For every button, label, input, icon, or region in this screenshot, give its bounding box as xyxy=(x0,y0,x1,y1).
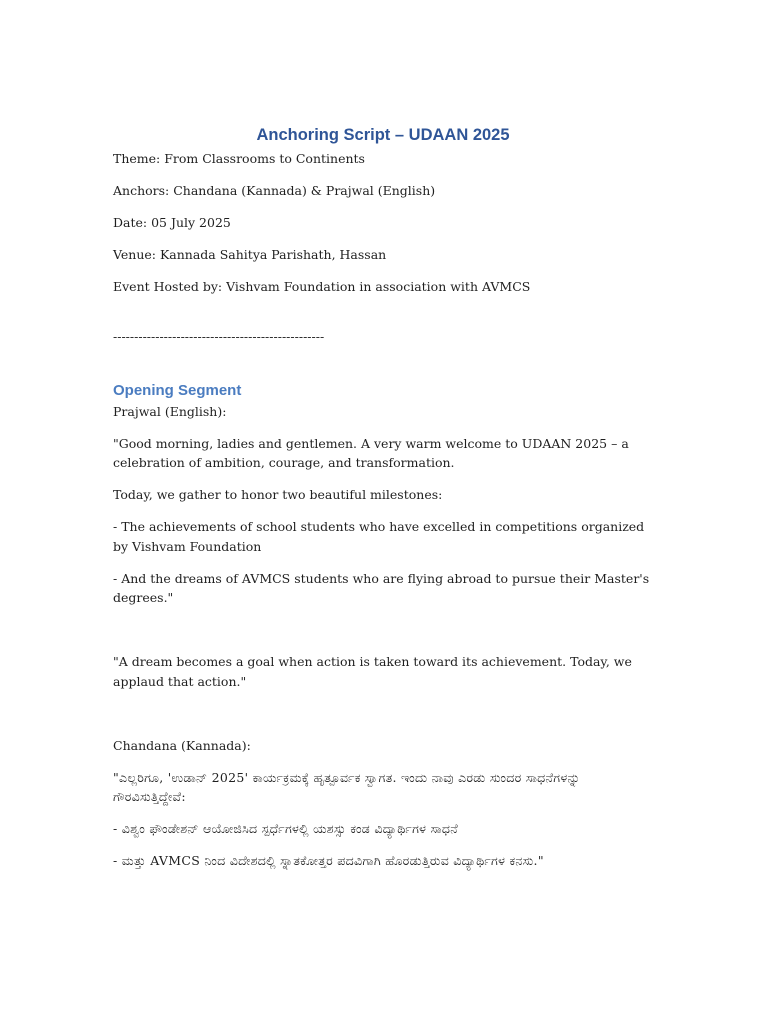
paragraph-welcome: "Good morning, ladies and gentlemen. A very warm welcome to UDAAN 2025 – a celebration of ambition, courage, and transformation. xyxy=(113,435,629,470)
section-heading: Opening Segment xyxy=(113,381,242,399)
document-title: Anchoring Script – UDAAN 2025 xyxy=(256,126,510,144)
meta-anchors: Anchors: Chandana (Kannada) & Prajwal (English) xyxy=(113,183,436,198)
meta-host: Event Hosted by: Vishvam Foundation in association with AVMCS xyxy=(113,279,531,294)
meta-venue: Venue: Kannada Sahitya Parishath, Hassan xyxy=(113,247,387,262)
meta-date: Date: 05 July 2025 xyxy=(113,215,231,230)
spacer xyxy=(113,309,653,327)
section-divider: -------------------------------------------------- xyxy=(113,329,325,344)
spacer xyxy=(113,620,653,652)
paragraph-milestones: Today, we gather to honor two beautiful milestones: xyxy=(113,487,443,502)
speaker-prajwal: Prajwal (English): xyxy=(113,403,227,419)
paragraph-kannada-welcome: "ಎಲ್ಲರಿಗೂ, 'ಉಡಾನ್ 2025' ಕಾರ್ಯಕ್ರಮಕ್ಕೆ ಹೃತ್ಪೂರ್ವಕ ಸ್ವಾಗತ. ಇಂದು ನಾವು ಎರಡು ಸುಂದರ ಸಾಧನೆಗಳನ್ನು ಗೌರವಿಸುತ್ತಿದ್ದೇವೆ: xyxy=(113,769,581,804)
paragraph-kannada-dreams: - ಮತ್ತು AVMCS ನಿಂದ ವಿದೇಶದಲ್ಲಿ ಸ್ನಾತಕೋತ್ತರ ಪದವಿಗಾಗಿ ಹೊರಡುತ್ತಿರುವ ವಿದ್ಯಾರ್ಥಿಗಳ ಕನಸು." xyxy=(113,853,544,868)
spacer xyxy=(113,704,653,736)
document-body xyxy=(113,124,653,883)
paragraph-quote: "A dream becomes a goal when action is taken toward its achievement. Today, we applaud that action." xyxy=(113,654,632,689)
speaker-chandana: Chandana (Kannada): xyxy=(113,737,251,753)
paragraph-kannada-achievements: - ವಿಶ್ವಂ ಫೌಂಡೇಶನ್ ಆಯೋಜಿಸಿದ ಸ್ಪರ್ಧೆಗಳಲ್ಲಿ ಯಶಸ್ಸು ಕಂಡ ವಿದ್ಯಾರ್ಥಿಗಳ ಸಾಧನೆ xyxy=(113,821,458,836)
meta-theme: Theme: From Classrooms to Continents xyxy=(113,151,365,166)
paragraph-achievements: - The achievements of school students who have excelled in competitions organized by Vishvam Foundation xyxy=(113,519,645,554)
paragraph-dreams: - And the dreams of AVMCS students who are flying abroad to pursue their Master's degrees." xyxy=(113,570,650,605)
